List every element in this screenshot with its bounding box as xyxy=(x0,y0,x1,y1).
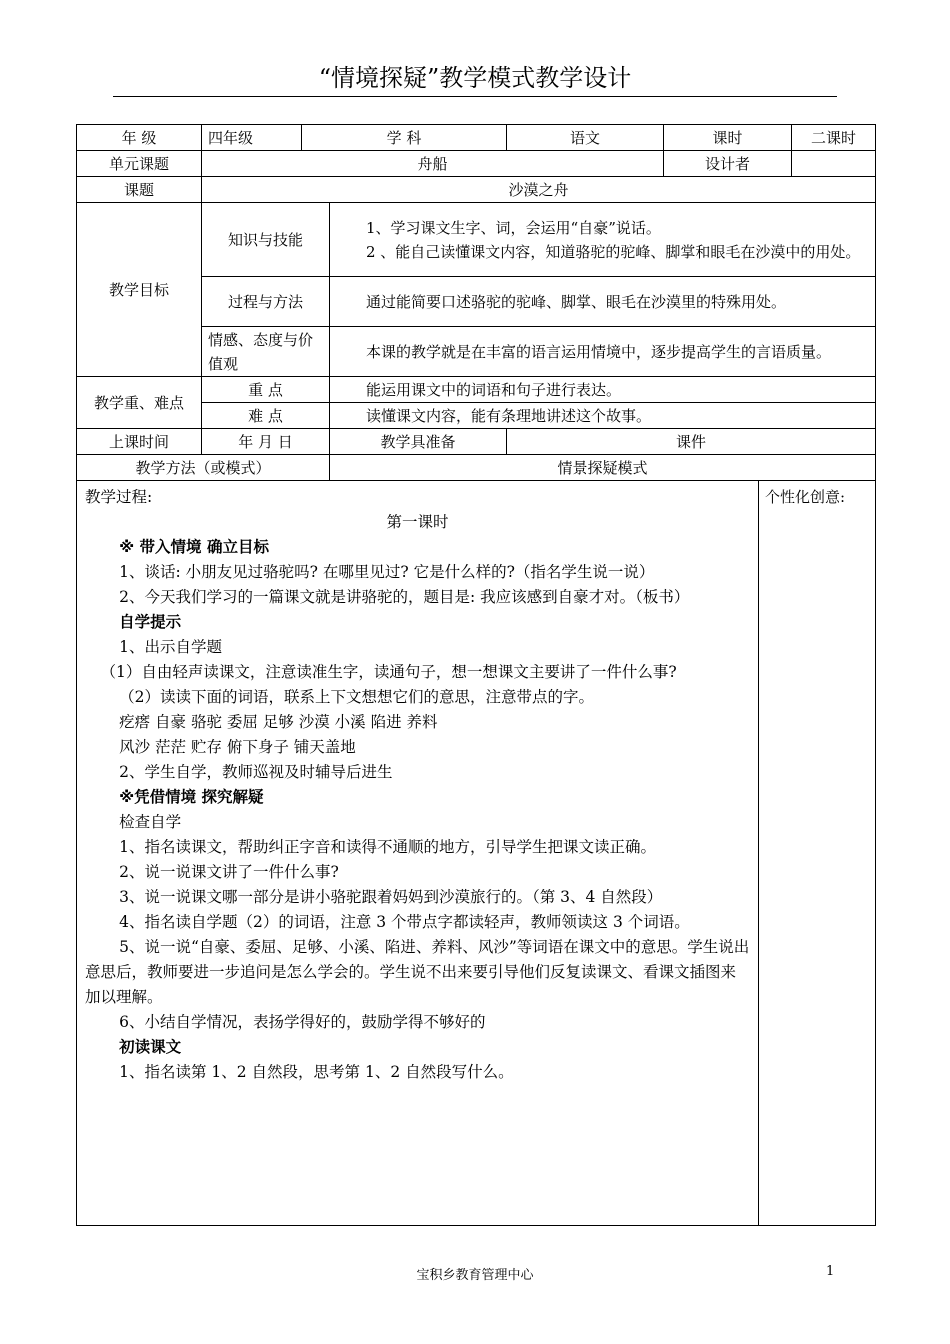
process-paragraph: 4、指名读自学题（2）的词语，注意 3 个带点字都读轻声，教师领读这 3 个词语。 xyxy=(119,913,690,931)
objective-line: 2 、能自己读懂课文内容，知道骆驼的驼峰、脚掌和眼毛在沙漠中的用处。 xyxy=(366,242,861,261)
process-paragraph: （2）读读下面的词语，联系上下文想想它们的意思，注意带点的字。 xyxy=(119,688,594,706)
method-row xyxy=(77,455,876,481)
period-value: 二课时 xyxy=(792,125,876,151)
designer-label: 设计者 xyxy=(664,151,792,177)
period-label: 课时 xyxy=(664,125,792,151)
teaching-process xyxy=(77,481,759,1226)
objective-category-attitude: 情感、态度与价值观 xyxy=(202,327,330,377)
section-heading: 初读课文 xyxy=(119,1038,182,1056)
objective-line: 1、学习课文生字、词，会运用“自豪”说话。 xyxy=(366,218,661,237)
lesson-plan-table xyxy=(76,124,876,1226)
process-paragraph: 2、今天我们学习的一篇课文就是讲骆驼的，题目是: 我应该感到自豪才对。（板书） xyxy=(119,588,690,606)
tools-label: 教学具准备 xyxy=(330,429,507,455)
section-heading: 自学提示 xyxy=(119,613,182,631)
grade-value: 四年级 xyxy=(202,125,302,151)
objective-text-attitude xyxy=(330,327,876,377)
creative-column xyxy=(759,481,876,1226)
key-points-label: 教学重、难点 xyxy=(77,377,202,429)
unit-row xyxy=(77,151,876,177)
footer-organization: 宝积乡教育管理中心 xyxy=(416,1268,534,1283)
topic-label: 课题 xyxy=(77,177,202,203)
process-paragraph: 3、说一说课文哪一部分是讲小骆驼跟着妈妈到沙漠旅行的。（第 3、4 自然段） xyxy=(119,888,663,906)
method-value: 情景探疑模式 xyxy=(330,455,876,481)
topic-value: 沙漠之舟 xyxy=(202,177,876,203)
subject-label: 学 科 xyxy=(302,125,507,151)
key-label: 重 点 xyxy=(202,377,330,403)
objective-category-process: 过程与方法 xyxy=(202,277,330,327)
lesson-heading: 第一课时 xyxy=(386,513,449,531)
unit-label: 单元课题 xyxy=(77,151,202,177)
process-paragraph: （1）自由轻声读课文，注意读准生字，读通句子，想一想课文主要讲了一件什么事? xyxy=(100,663,677,681)
process-paragraph: 1、指名读课文，帮助纠正字音和读得不通顺的地方，引导学生把课文读正确。 xyxy=(119,838,656,856)
word-list: 风沙 茫茫 贮存 俯下身子 铺天盖地 xyxy=(119,738,356,756)
objective-line: 通过能简要口述骆驼的驼峰、脚掌、眼毛在沙漠里的特殊用处。 xyxy=(366,292,787,311)
objective-line: 本课的教学就是在丰富的语言运用情境中，逐步提高学生的言语质量。 xyxy=(366,342,832,361)
objective-row-knowledge xyxy=(77,203,876,277)
designer-value xyxy=(792,151,876,177)
schedule-row xyxy=(77,429,876,455)
word-list: 疙瘩 自豪 骆驼 委屈 足够 沙漠 小溪 陷进 养料 xyxy=(119,713,438,731)
difficult-label: 难 点 xyxy=(202,403,330,429)
process-paragraph: 1、谈话: 小朋友见过骆驼吗? 在哪里见过? 它是什么样的?（指名学生说一说） xyxy=(119,563,655,581)
process-paragraph: 5、说一说“自豪、委屈、足够、小溪、陷进、养料、风沙”等词语在课文中的意思。学生说出意思后，教师要进一步追问是怎么学会的。学生说不出来要引导他们反复读课文、看课文插图来加以理解。 xyxy=(85,938,750,1006)
objectives-label: 教学目标 xyxy=(77,203,202,377)
process-paragraph: 检查自学 xyxy=(119,813,182,831)
unit-value: 舟船 xyxy=(202,151,664,177)
key-value: 能运用课文中的词语和句子进行表达。 xyxy=(330,377,876,403)
process-row xyxy=(77,481,876,1226)
process-paragraph: 2、说一说课文讲了一件什么事? xyxy=(119,863,339,881)
process-paragraph: 6、小结自学情况，表扬学得好的，鼓励学得不够好的 xyxy=(119,1013,486,1031)
objective-category-knowledge: 知识与技能 xyxy=(202,203,330,277)
process-paragraph: 1、出示自学题 xyxy=(119,638,222,656)
process-label: 教学过程: xyxy=(85,488,153,506)
creative-label: 个性化创意: xyxy=(765,488,846,506)
difficult-value: 读懂课文内容，能有条理地讲述这个故事。 xyxy=(330,403,876,429)
section-heading: ※凭借情境 探究解疑 xyxy=(119,788,264,806)
subject-value: 语文 xyxy=(507,125,664,151)
process-paragraph: 1、指名读第 1、2 自然段，思考第 1、2 自然段写什么。 xyxy=(119,1063,514,1081)
document-title: “情境探疑”教学模式教学设计 xyxy=(113,60,837,97)
section-heading: ※ 带入情境 确立目标 xyxy=(119,538,269,556)
grade-row xyxy=(77,125,876,151)
grade-label: 年 级 xyxy=(77,125,202,151)
objective-text-knowledge xyxy=(330,203,876,277)
objective-text-process xyxy=(330,277,876,327)
topic-row xyxy=(77,177,876,203)
time-label: 上课时间 xyxy=(77,429,202,455)
page-number: 1 xyxy=(826,1264,835,1279)
time-value: 年 月 日 xyxy=(202,429,330,455)
key-point-row xyxy=(77,377,876,403)
method-label: 教学方法（或模式） xyxy=(77,455,330,481)
process-paragraph: 2、学生自学，教师巡视及时辅导后进生 xyxy=(119,763,393,781)
tools-value: 课件 xyxy=(507,429,876,455)
